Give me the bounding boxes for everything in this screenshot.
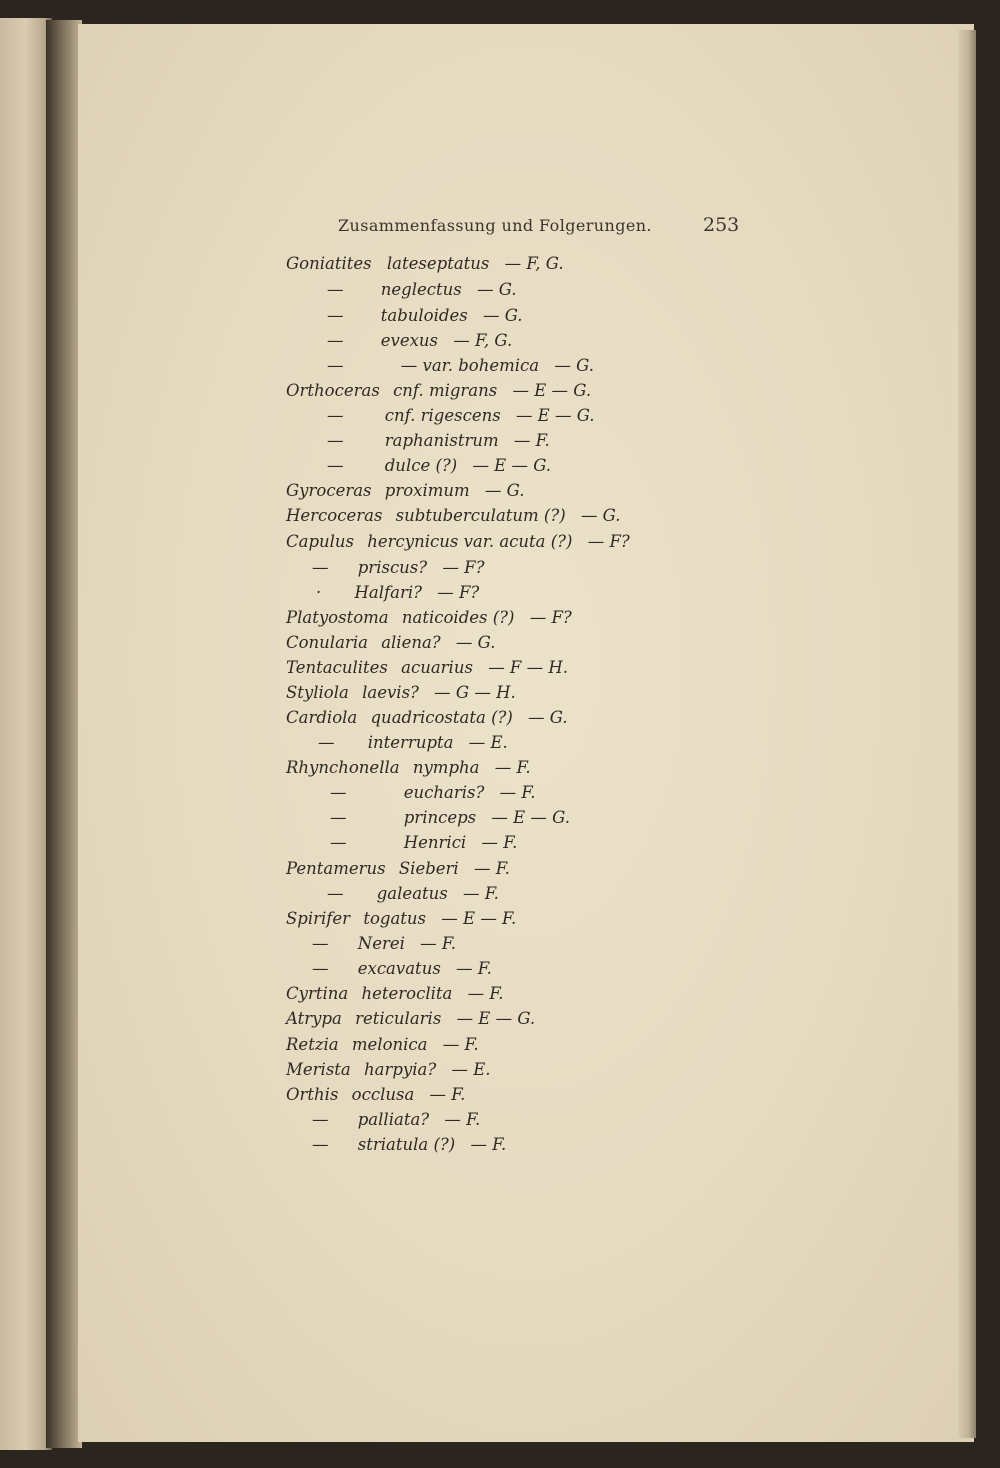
list-item: [286, 506, 621, 532]
stratigraphic-range: — F.: [499, 783, 536, 802]
species-name: dulce (?): [384, 456, 458, 475]
species-name: heteroclita: [361, 984, 453, 1003]
genus-name: —: [327, 306, 344, 325]
genus-name: Hercoceras: [286, 506, 383, 525]
genus-name: Spirifer: [286, 909, 351, 928]
stratigraphic-range: — G — H.: [434, 683, 516, 702]
stratigraphic-range: — F.: [481, 833, 518, 852]
species-name: interrupta: [367, 733, 454, 752]
list-item: [327, 356, 594, 382]
list-item: [286, 859, 510, 885]
list-item: [286, 658, 568, 684]
genus-name: —: [327, 331, 344, 350]
list-item: [286, 909, 516, 935]
stratigraphic-range: — E — F.: [441, 909, 517, 928]
running-head: [0, 212, 1000, 242]
stratigraphic-range: — G.: [554, 356, 594, 375]
list-item: [327, 280, 517, 306]
genus-name: ·: [316, 583, 322, 602]
list-item: [286, 481, 525, 507]
species-name: neglectus: [380, 280, 462, 299]
list-item: [286, 758, 531, 784]
species-name: lateseptatus: [386, 254, 490, 273]
list-item: [327, 306, 523, 332]
species-name: Halfari?: [354, 583, 422, 602]
species-name: eucharis?: [403, 783, 485, 802]
stratigraphic-range: — F.: [442, 1035, 479, 1054]
species-name: quadricostata (?): [370, 708, 513, 727]
list-item: [327, 431, 550, 457]
species-name: naticoides (?): [401, 608, 515, 627]
species-name: tabuloides: [380, 306, 468, 325]
species-name: togatus: [363, 909, 427, 928]
genus-name: Conularia: [286, 633, 368, 652]
list-item: [312, 1135, 506, 1161]
list-item: [286, 608, 572, 634]
species-name: Henrici: [403, 833, 467, 852]
genus-name: Orthis: [286, 1085, 339, 1104]
stratigraphic-range: — E — G.: [515, 406, 595, 425]
list-item: [330, 833, 517, 859]
list-item: [286, 683, 516, 709]
species-name: cnf. migrans: [393, 381, 498, 400]
species-name: occlusa: [351, 1085, 415, 1104]
stratigraphic-range: — F.: [513, 431, 550, 450]
genus-name: —: [312, 959, 329, 978]
genus-name: —: [327, 456, 344, 475]
genus-name: —: [312, 1110, 329, 1129]
stratigraphic-range: — F — H.: [488, 658, 569, 677]
stratigraphic-range: — E.: [451, 1060, 491, 1079]
genus-name: Gyroceras: [286, 481, 372, 500]
stratigraphic-range: — F.: [463, 884, 499, 903]
species-name: striatula (?): [357, 1135, 456, 1154]
species-name: raphanistrum: [384, 431, 499, 450]
list-item: [327, 406, 595, 432]
species-name: subtuberculatum (?): [395, 506, 566, 525]
list-item: [286, 633, 496, 659]
genus-name: —: [327, 884, 344, 903]
stratigraphic-range: — F.: [473, 859, 510, 878]
genus-name: Cyrtina: [286, 984, 349, 1003]
species-name: nympha: [412, 758, 480, 777]
species-name: Nerei: [357, 934, 405, 953]
list-item: [316, 583, 479, 609]
list-item: [327, 456, 551, 482]
stratigraphic-range: — F?: [437, 583, 480, 602]
genus-name: Platyostoma: [286, 608, 389, 627]
genus-name: Styliola: [286, 683, 349, 702]
list-item: [312, 558, 484, 584]
list-item: [286, 984, 503, 1010]
genus-name: —: [330, 833, 347, 852]
genus-name: Pentamerus: [286, 859, 386, 878]
genus-name: Tentaculites: [286, 658, 388, 677]
stratigraphic-range: — F, G.: [453, 331, 513, 350]
stratigraphic-range: — G.: [528, 708, 568, 727]
stratigraphic-range: — E — G.: [456, 1009, 536, 1028]
stratigraphic-range: — F.: [456, 959, 492, 978]
genus-name: —: [312, 934, 329, 953]
stratigraphic-range: — E — G.: [512, 381, 592, 400]
list-item: [286, 1060, 491, 1086]
species-name: hercynicus var. acuta (?): [367, 532, 573, 551]
stratigraphic-range: — F.: [444, 1110, 481, 1129]
stratigraphic-range: — G.: [482, 306, 523, 325]
list-item: [286, 708, 568, 734]
genus-name: Cardiola: [286, 708, 358, 727]
stratigraphic-range: — E — G.: [491, 808, 571, 827]
genus-name: —: [327, 431, 344, 450]
genus-name: Orthoceras: [286, 381, 380, 400]
species-name: — var. bohemica: [400, 356, 540, 375]
species-name: proximum: [384, 481, 470, 500]
stratigraphic-range: — F.: [420, 934, 457, 953]
page-number: 253: [703, 214, 740, 236]
list-item: [286, 254, 564, 280]
genus-name: Rhynchonella: [286, 758, 400, 777]
stratigraphic-range: — G.: [580, 506, 621, 525]
genus-name: Merista: [286, 1060, 351, 1079]
stratigraphic-range: — F.: [470, 1135, 507, 1154]
stratigraphic-range: — F.: [494, 758, 531, 777]
species-name: Sieberi: [398, 859, 459, 878]
stratigraphic-range: — G.: [476, 280, 517, 299]
list-item: [312, 934, 456, 960]
genus-name: —: [327, 280, 344, 299]
list-item: [312, 959, 492, 985]
genus-name: —: [327, 356, 344, 375]
stratigraphic-range: — G.: [484, 481, 525, 500]
stratigraphic-range: — F.: [429, 1085, 466, 1104]
list-item: [327, 331, 512, 357]
species-name: reticularis: [355, 1009, 442, 1028]
species-name: laevis?: [362, 683, 419, 702]
species-name: cnf. rigescens: [384, 406, 501, 425]
list-item: [286, 532, 630, 558]
species-name: princeps: [403, 808, 477, 827]
list-item: [286, 1085, 465, 1111]
stratigraphic-range: — E — G.: [472, 456, 552, 475]
genus-name: —: [330, 808, 347, 827]
genus-name: —: [327, 406, 344, 425]
genus-name: —: [318, 733, 335, 752]
running-title: Zusammenfassung und Folgerungen.: [338, 216, 652, 235]
stratigraphic-range: — G.: [455, 633, 496, 652]
species-name: priscus?: [357, 558, 428, 577]
genus-name: Goniatites: [286, 254, 372, 273]
species-name: palliata?: [357, 1110, 430, 1129]
list-item: [286, 1009, 535, 1035]
list-item: [330, 783, 535, 809]
list-item: [286, 381, 591, 407]
stratigraphic-range: — F, G.: [504, 254, 564, 273]
species-name: acuarius: [401, 658, 473, 677]
list-item: [330, 808, 570, 834]
species-name: galeatus: [376, 884, 448, 903]
genus-name: Atrypa: [286, 1009, 342, 1028]
stratigraphic-range: — F?: [442, 558, 485, 577]
genus-name: —: [330, 783, 347, 802]
stratigraphic-range: — F?: [529, 608, 572, 627]
list-item: [286, 1035, 479, 1061]
species-name: evexus: [380, 331, 439, 350]
list-item: [312, 1110, 480, 1136]
list-item: [327, 884, 499, 910]
genus-name: Capulus: [286, 532, 355, 551]
genus-name: Retzia: [286, 1035, 339, 1054]
stratigraphic-range: — F?: [587, 532, 630, 551]
species-name: melonica: [351, 1035, 428, 1054]
list-item: [318, 733, 508, 759]
stratigraphic-range: — E.: [468, 733, 508, 752]
species-name: aliena?: [381, 633, 441, 652]
stratigraphic-range: — F.: [467, 984, 504, 1003]
species-name: excavatus: [357, 959, 441, 978]
species-name: harpyia?: [364, 1060, 437, 1079]
genus-name: —: [312, 1135, 329, 1154]
genus-name: —: [312, 558, 329, 577]
